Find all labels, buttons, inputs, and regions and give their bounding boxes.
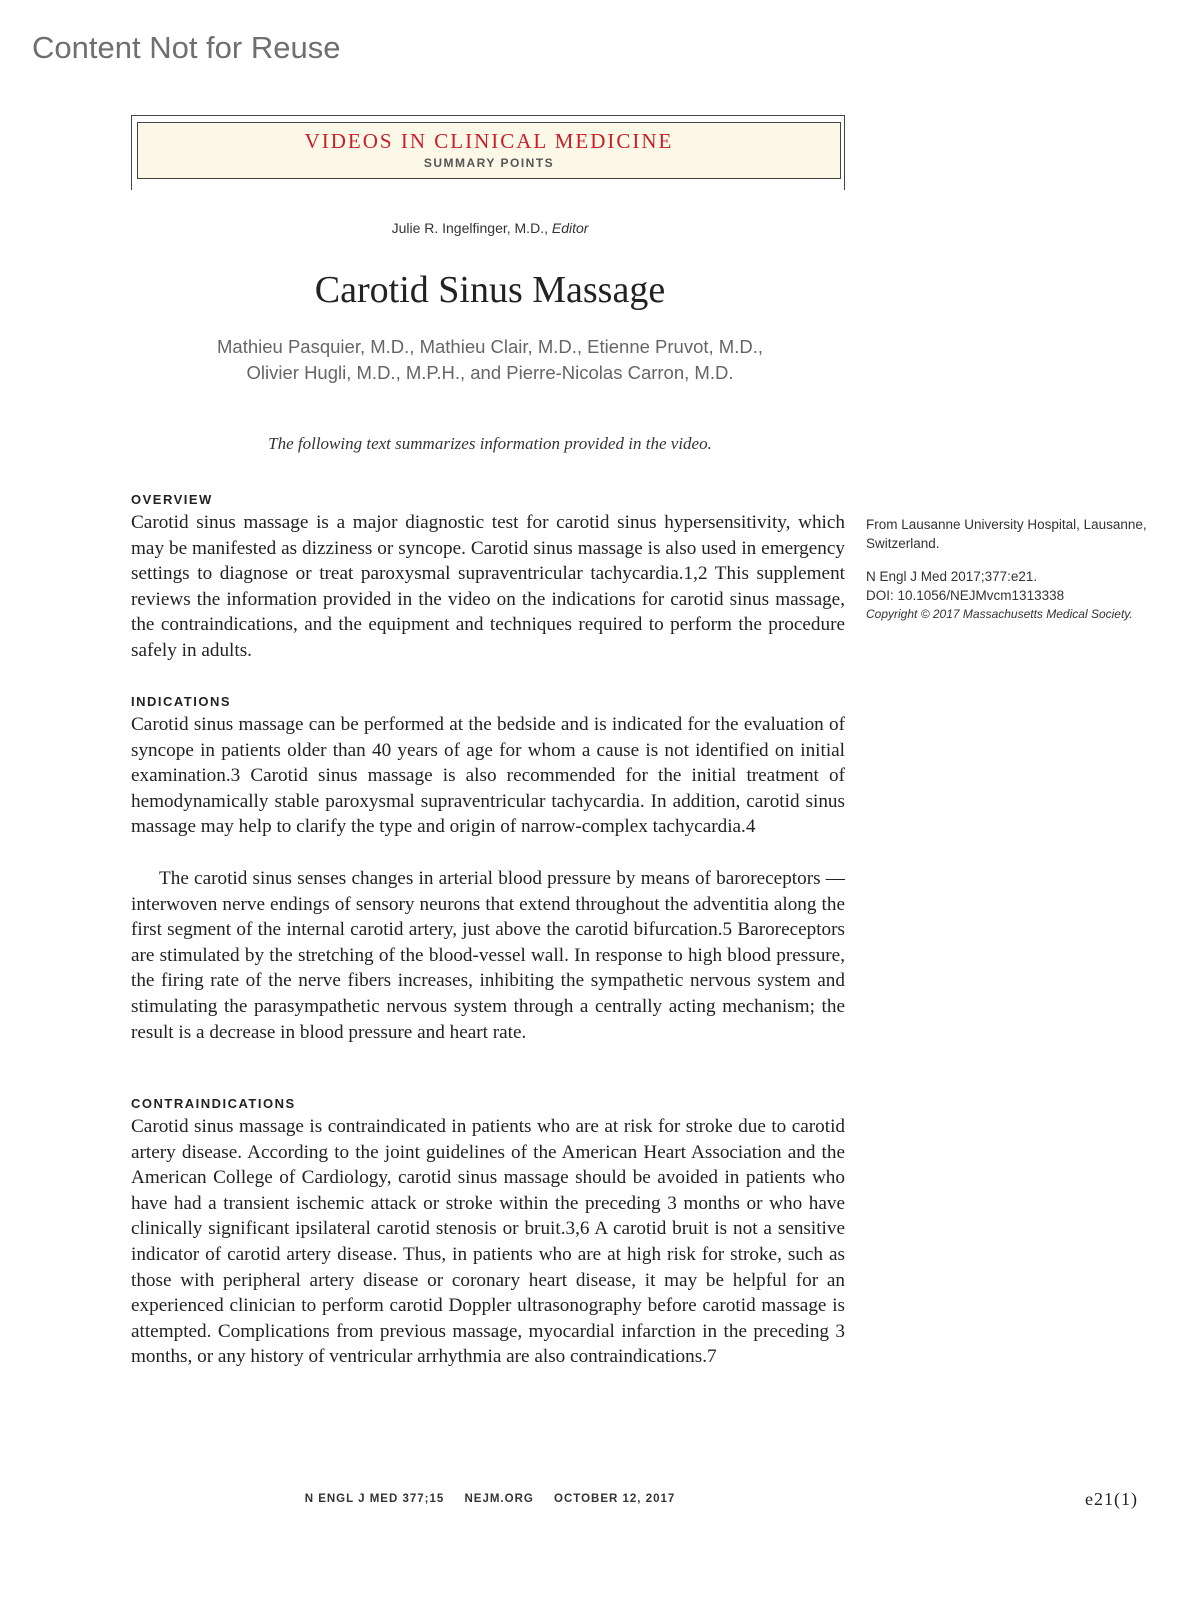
editor-role: Editor bbox=[551, 220, 589, 236]
editor-line bbox=[0, 220, 980, 236]
footer-date: OCTOBER 12, 2017 bbox=[554, 1493, 676, 1505]
citation-line: N Engl J Med 2017;377:e21. bbox=[866, 569, 1038, 584]
indications-paragraph-2: The carotid sinus senses changes in arterial blood pressure by means of baroreceptors — interwoven nerve endings of sensory neurons that extend throughout the adventitia along the first segment of the internal carotid artery, just above the carotid bifurcation.5 Baroreceptors are stimulated by the stretching of the blood-vessel wall. In response to high blood pressure, the firing rate of the nerve fibers increases, inhibiting the sympathetic nervous system and stimulating the parasympathetic nervous system through a centrally acting mechanism; the result is a decrease in blood pressure and heart rate. bbox=[131, 868, 845, 1043]
contraindications-paragraph: Carotid sinus massage is contraindicated in patients who are at risk for stroke due to carotid artery disease. According to the joint guidelines of the American Heart Association and the American College of Cardiology, carotid sinus massage should be avoided in patients who have had a transient ischemic attack or stroke within the preceding 3 months or who have clinically significant ipsilateral carotid stenosis or bruit.3,6 A carotid bruit is not a sensitive indicator of carotid artery disease. Thus, in patients who are at high risk for stroke, such as those with peripheral artery disease or coronary heart disease, it may be helpful for an experienced clinician to perform carotid Doppler ultrasonography before carotid massage is attempted. Complications from previous massage, myocardial infarction in the preceding 3 months, or any history of ventricular arrhythmia are also contraindications.7 bbox=[131, 1116, 845, 1368]
affiliation-note: From Lausanne University Hospital, Lausanne, Switzerland. bbox=[866, 517, 1147, 551]
editor-name: Julie R. Ingelfinger, M.D., bbox=[391, 220, 552, 236]
authors-line-2: Olivier Hugli, M.D., M.P.H., and Pierre-Nicolas Carron, M.D. bbox=[246, 362, 734, 383]
copyright-line: Copyright © 2017 Massachusetts Medical Society. bbox=[866, 607, 1133, 621]
article-sidebar bbox=[866, 515, 1156, 624]
banner-title: VIDEOS IN CLINICAL MEDICINE bbox=[304, 129, 674, 153]
banner-subtitle: SUMMARY POINTS bbox=[423, 156, 555, 170]
summary-note: The following text summarizes information provided in the video. bbox=[268, 434, 712, 453]
indications-paragraph-1: Carotid sinus massage can be performed at the bedside and is indicated for the evaluation of syncope in patients older than 40 years of age for whom a cause is not identified on initial examination.3 Carotid sinus massage is also recommended for the initial treatment of hemodynamically stable paroxysmal supraventricular tachycardia. In addition, carotid sinus massage may help to clarify the type and origin of narrow-complex tachycardia.4 bbox=[131, 714, 845, 838]
page-number: e21(1) bbox=[1085, 1489, 1138, 1509]
overview-paragraph: Carotid sinus massage is a major diagnostic test for carotid sinus hypersensitivity, which may be manifested as dizziness or syncope. Carotid sinus massage is also used in emergency settings to diagnose or treat paroxysmal supraventricular tachycardia.1,2 This supplement reviews the information provided in the video on the indications for carotid sinus massage, the contraindications, and the equipment and techniques required to perform the procedure safely in adults. bbox=[131, 512, 845, 661]
overview-heading: OVERVIEW bbox=[131, 492, 213, 507]
footer-site: NEJM.ORG bbox=[464, 1493, 534, 1505]
page-footer bbox=[0, 1493, 980, 1505]
footer-journal: N ENGL J MED 377;15 bbox=[304, 1493, 445, 1505]
watermark: Content Not for Reuse bbox=[32, 30, 341, 65]
authors-line-1: Mathieu Pasquier, M.D., Mathieu Clair, M.D., Etienne Pruvot, M.D., bbox=[217, 336, 763, 357]
article-title: Carotid Sinus Massage bbox=[314, 269, 666, 311]
section-banner bbox=[137, 122, 841, 179]
contraindications-heading: CONTRAINDICATIONS bbox=[131, 1096, 296, 1111]
doi-line: DOI: 10.1056/NEJMvcm1313338 bbox=[866, 588, 1065, 603]
indications-heading: INDICATIONS bbox=[131, 694, 232, 709]
author-list bbox=[0, 334, 980, 386]
